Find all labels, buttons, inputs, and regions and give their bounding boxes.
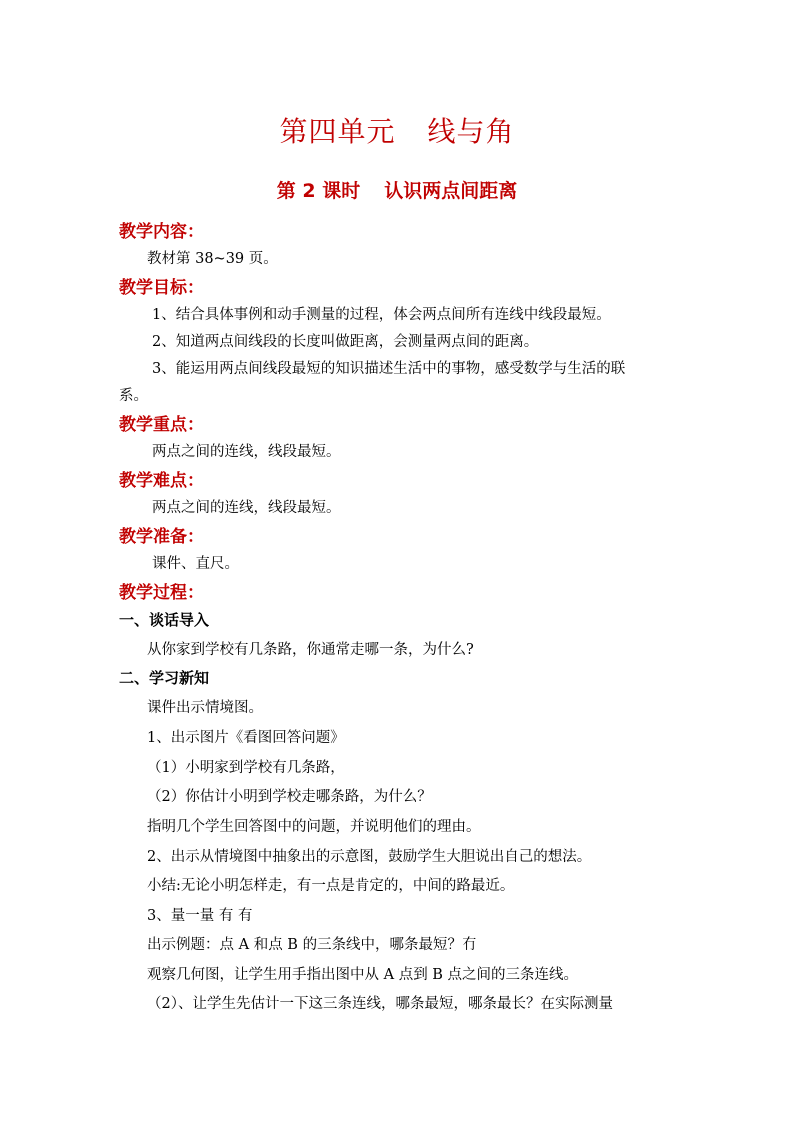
process-line: 3、量一量 有 有 bbox=[147, 908, 253, 924]
key-points-text: 两点之间的连线，线段最短。 bbox=[152, 444, 341, 460]
goal-item-1: 1、结合具体事例和动手测量的过程，体会两点间所有连线中线段最短。 bbox=[152, 307, 611, 323]
section-intro: 一、谈话导入 bbox=[119, 611, 210, 629]
heading-preparation: 教学准备： bbox=[119, 527, 204, 547]
process-line: 2、出示从情境图中抽象出的示意图，鼓励学生大胆说出自己的想法。 bbox=[147, 849, 592, 865]
goal-item-2: 2、知道两点间线段的长度叫做距离，会测量两点间的距离。 bbox=[152, 334, 539, 350]
process-line: 小结:无论小明怎样走，有一点是肯定的，中间的路最近。 bbox=[147, 878, 515, 894]
process-line: 课件出示情境图。 bbox=[147, 700, 263, 716]
lesson-topic: 认识两点间距离 bbox=[384, 180, 518, 202]
heading-process: 教学过程： bbox=[119, 583, 204, 603]
process-line: 指明几个学生回答图中的问题，并说明他们的理由。 bbox=[147, 819, 481, 835]
heading-difficulties: 教学难点： bbox=[119, 471, 204, 491]
lesson-title bbox=[0, 176, 794, 203]
goal-item-3-cont: 系。 bbox=[119, 388, 148, 404]
unit-title bbox=[0, 110, 794, 150]
preparation-text: 课件、直尺。 bbox=[152, 556, 239, 572]
goal-item-3: 3、能运用两点间线段最短的知识描述生活中的事物，感受数学与生活的联 bbox=[152, 361, 626, 377]
heading-goals: 教学目标： bbox=[119, 278, 204, 298]
heading-key-points: 教学重点： bbox=[119, 415, 204, 435]
section-new-knowledge: 二、学习新知 bbox=[119, 669, 210, 687]
process-line: 从你家到学校有几条路，你通常走哪一条，为什么? bbox=[147, 642, 474, 658]
process-line: （1）小明家到学校有几条路， bbox=[147, 760, 345, 776]
difficulties-text: 两点之间的连线，线段最短。 bbox=[152, 500, 341, 516]
unit-title-number: 第四单元 bbox=[279, 115, 396, 148]
process-line: 观察几何图，让学生用手指出图中从 A 点到 B 点之间的三条连线。 bbox=[147, 967, 579, 983]
process-line: 出示例题：点 A 和点 B 的三条线中，哪条最短？冇 bbox=[147, 937, 477, 953]
unit-title-topic: 线与角 bbox=[427, 115, 515, 148]
lesson-number: 第 2 课时 bbox=[276, 180, 361, 202]
heading-content: 教学内容： bbox=[119, 222, 204, 242]
process-line: （2）你估计小明到学校走哪条路，为什么？ bbox=[147, 789, 432, 805]
process-line: （2）、让学生先估计一下这三条连线，哪条最短，哪条最长？在实际测量 bbox=[147, 996, 613, 1012]
content-text: 教材第 38~39 页。 bbox=[147, 251, 278, 267]
process-line: 1、出示图片《看图回答问题》 bbox=[147, 730, 345, 746]
